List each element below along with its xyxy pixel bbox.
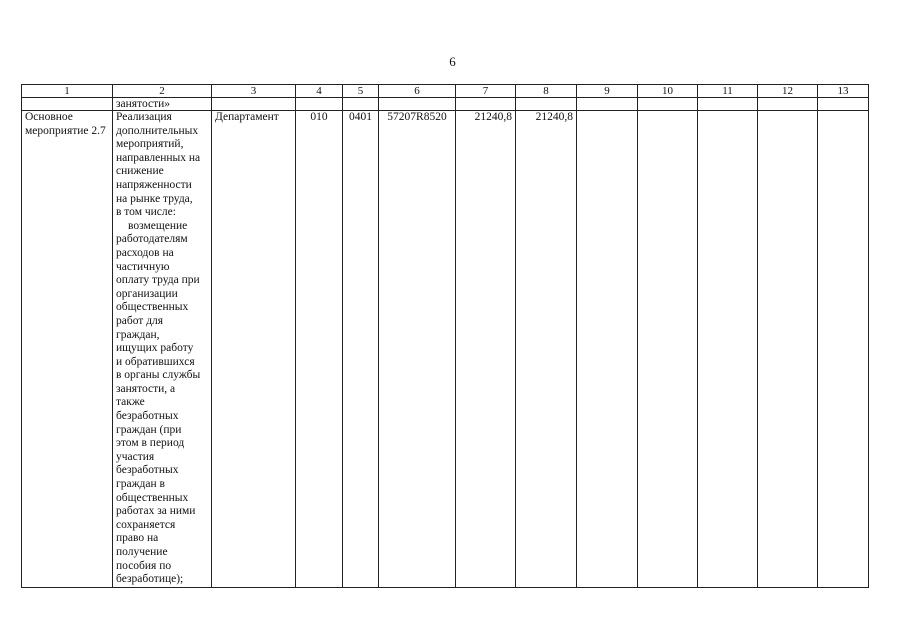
- description-line: граждан в: [116, 478, 165, 491]
- description-line: общественных: [116, 491, 189, 504]
- cont-cell-3: [212, 98, 296, 111]
- description-line: напряженности: [116, 178, 192, 191]
- continuation-row: [22, 98, 869, 111]
- description-line: Реализация: [116, 111, 172, 123]
- cont-cell-5: [343, 98, 379, 111]
- description-line: также: [116, 396, 145, 409]
- description-line: дополнительных: [116, 124, 199, 137]
- header-cell-13: 13: [818, 85, 869, 98]
- cont-cell-4: [296, 98, 343, 111]
- amount-col7-cell: 21240,8: [456, 111, 516, 588]
- description-line: занятости, а: [116, 382, 176, 395]
- description-line: безработице);: [116, 573, 184, 586]
- header-cell-6: 6: [379, 85, 456, 98]
- header-cell-1: 1: [22, 85, 113, 98]
- description-line: организации: [116, 287, 178, 300]
- header-row: [22, 85, 869, 98]
- col13-cell: [818, 111, 869, 588]
- header-cell-2: 2: [113, 85, 212, 98]
- header-cell-3: 3: [212, 85, 296, 98]
- cont-cell-1: [22, 98, 113, 111]
- description-line: в том числе:: [116, 206, 176, 219]
- description-line: работодателям: [116, 233, 188, 246]
- description-line: снижение: [116, 165, 164, 178]
- amount-col8-cell: 21240,8: [516, 111, 577, 588]
- target-code-cell: 57207R8520: [379, 111, 456, 588]
- description-line: и обратившихся: [116, 355, 195, 368]
- page-number: 6: [449, 54, 456, 69]
- header-cell-11: 11: [698, 85, 758, 98]
- cont-cell-6: [379, 98, 456, 111]
- description-line: ищущих работу: [116, 342, 194, 355]
- description-line: общественных: [116, 301, 189, 314]
- header-cell-10: 10: [638, 85, 698, 98]
- cont-cell-7: [456, 98, 516, 111]
- header-cell-5: 5: [343, 85, 379, 98]
- description-line: возмещение: [128, 219, 188, 232]
- description-line: пособия по: [116, 559, 172, 572]
- table-row: [22, 111, 869, 588]
- description-line: частичную: [116, 260, 170, 273]
- cont-cell-9: [577, 98, 638, 111]
- description-line: расходов на: [116, 246, 174, 259]
- cont-cell-13: [818, 98, 869, 111]
- description-line: граждан,: [116, 328, 160, 341]
- description-line: на рынке труда,: [116, 192, 193, 205]
- cont-cell-12: [758, 98, 818, 111]
- description-line: безработных: [116, 464, 179, 477]
- description-line: работах за ними: [116, 505, 196, 518]
- cont-cell-8: [516, 98, 577, 111]
- description-line: мероприятий,: [116, 138, 184, 151]
- description-line: безработных: [116, 410, 179, 423]
- cont-cell-10: [638, 98, 698, 111]
- activity-description-cell: [113, 111, 212, 588]
- header-cell-4: 4: [296, 85, 343, 98]
- col12-cell: [758, 111, 818, 588]
- code-0401-cell: 0401: [343, 111, 379, 588]
- description-line: получение: [116, 546, 168, 558]
- header-cell-7: 7: [456, 85, 516, 98]
- description-line: сохраняется: [116, 518, 176, 531]
- executor-cell: Департамент: [212, 111, 296, 588]
- description-line: участия: [116, 450, 155, 463]
- cont-cell-11: [698, 98, 758, 111]
- description-line: оплату труда при: [116, 274, 200, 287]
- col10-cell: [638, 111, 698, 588]
- cont-cell-2: занятости»: [113, 98, 212, 111]
- code-010-cell: 010: [296, 111, 343, 588]
- header-cell-12: 12: [758, 85, 818, 98]
- description-line: в органы службы: [116, 369, 201, 382]
- budget-table: [21, 84, 869, 588]
- description-line: право на: [116, 532, 159, 545]
- description-line: граждан (при: [116, 423, 182, 436]
- col11-cell: [698, 111, 758, 588]
- description-line: работ для: [116, 314, 164, 327]
- header-cell-8: 8: [516, 85, 577, 98]
- header-cell-9: 9: [577, 85, 638, 98]
- col9-cell: [577, 111, 638, 588]
- description-line: этом в период: [116, 437, 185, 450]
- description-line: направленных на: [116, 151, 201, 164]
- activity-name-cell: Основное мероприятие 2.7: [22, 111, 113, 588]
